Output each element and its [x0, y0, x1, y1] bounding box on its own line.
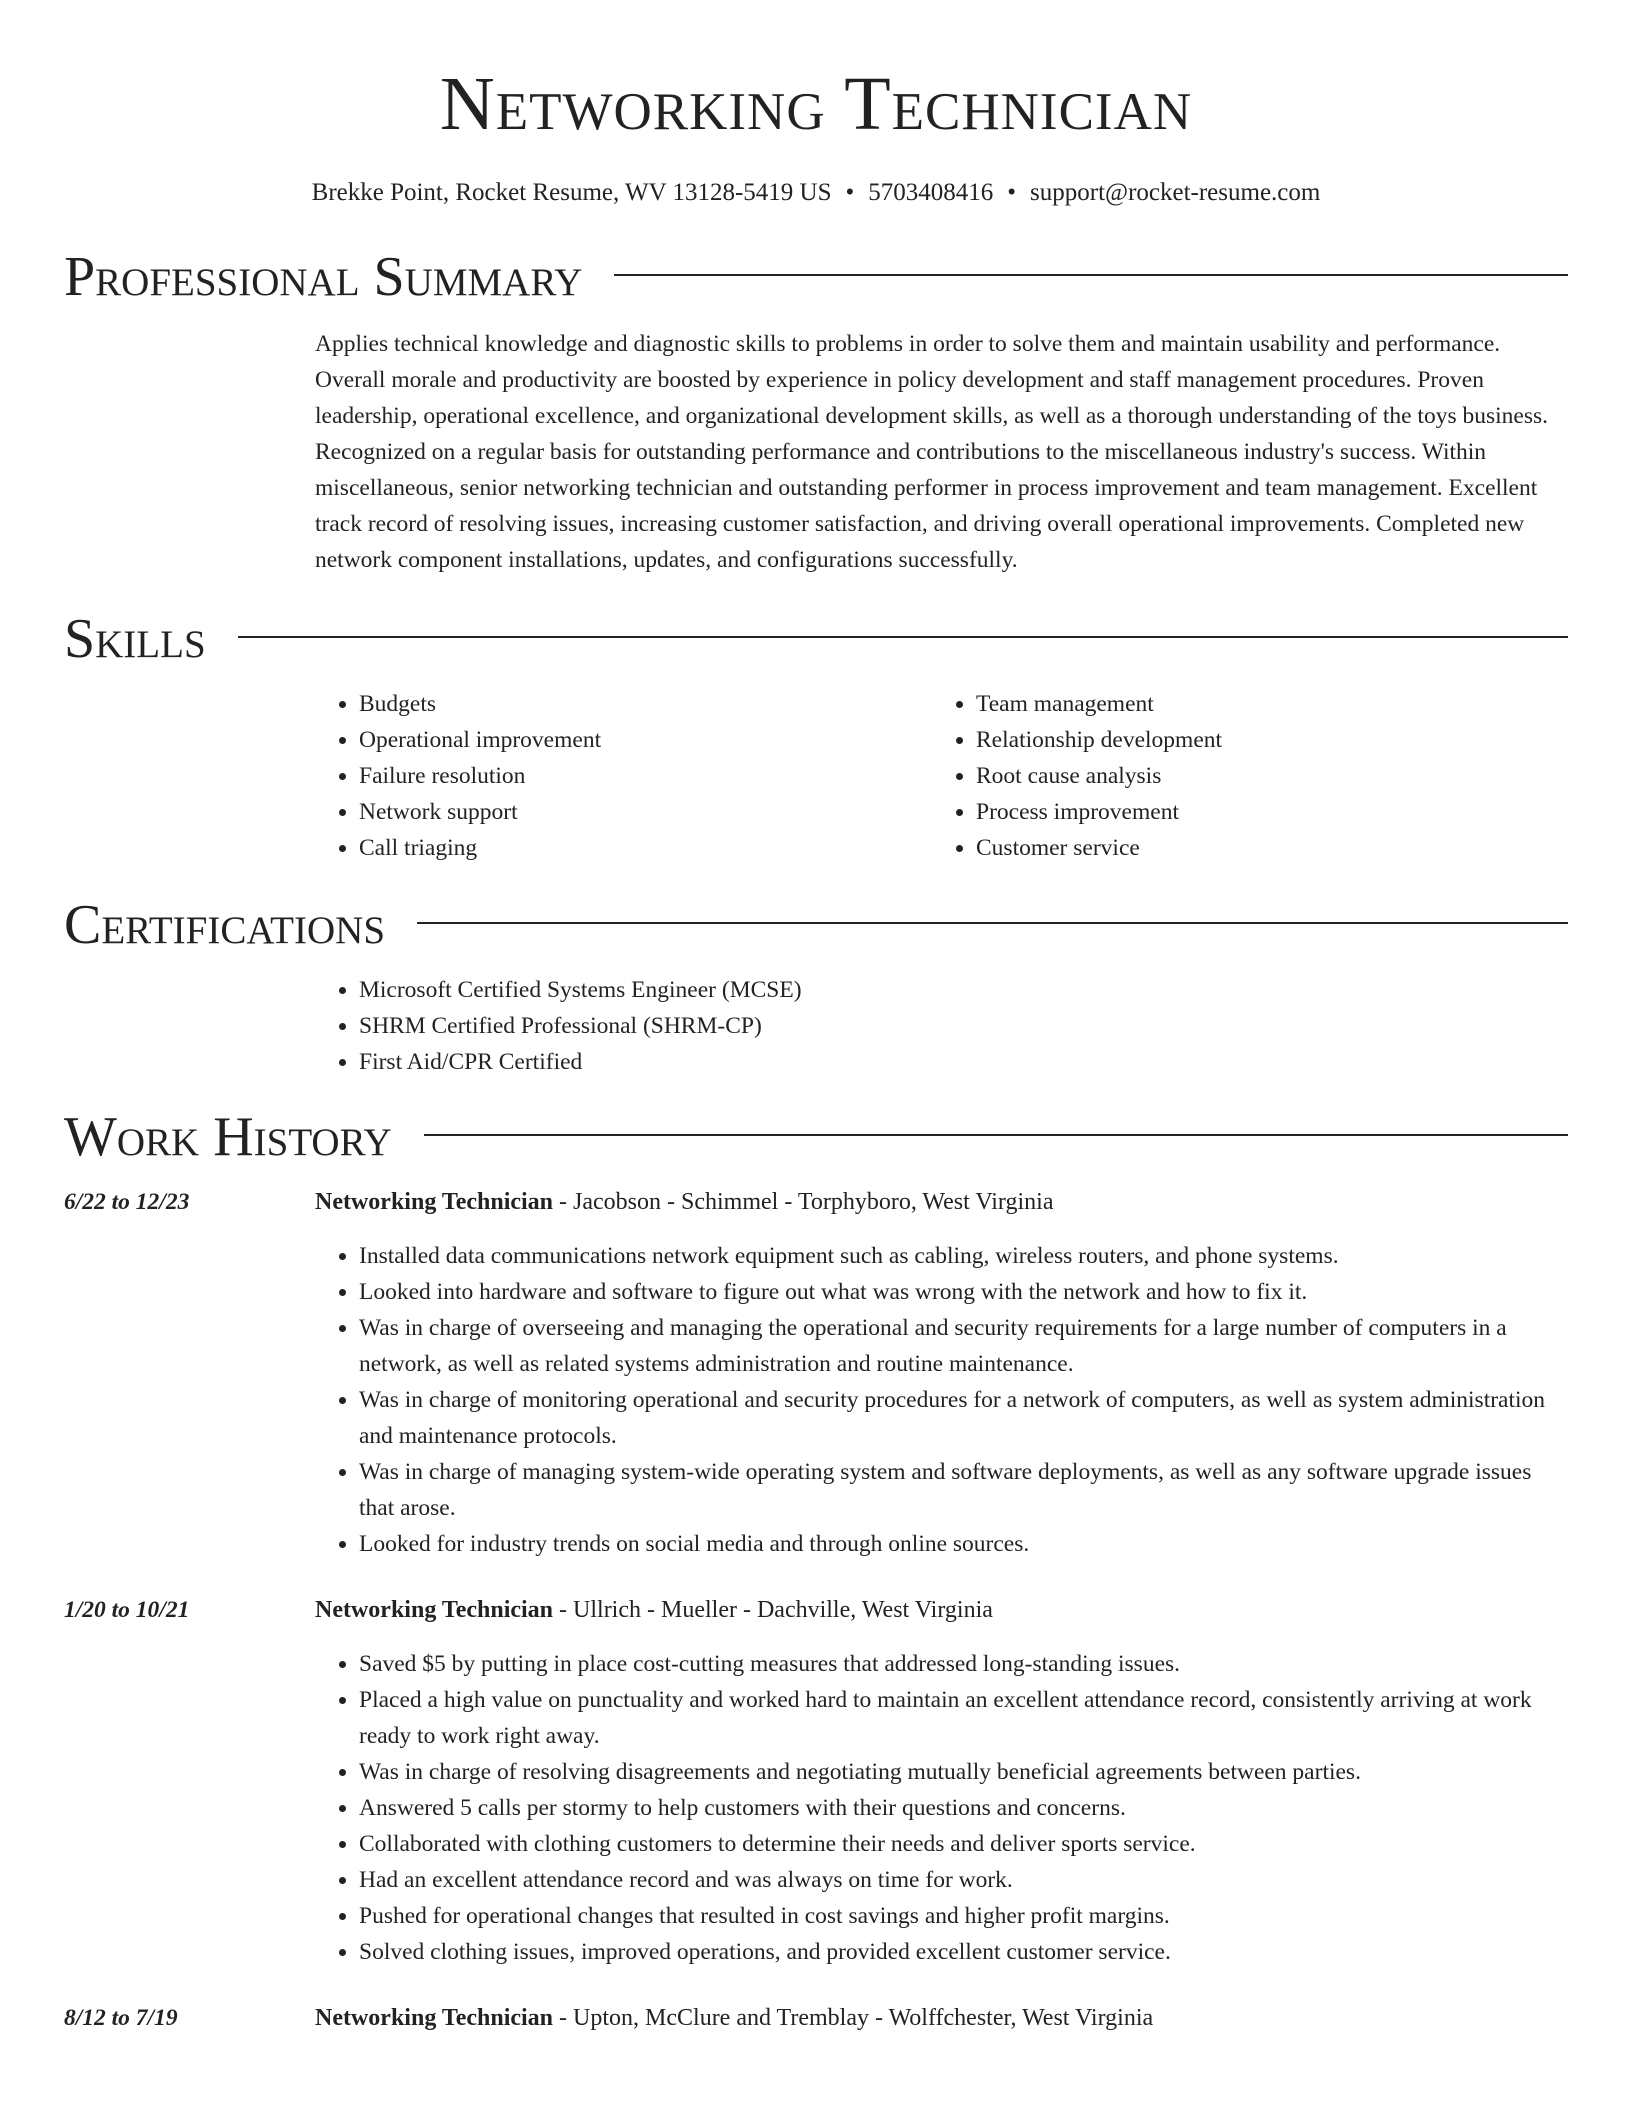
contact-email: support@rocket-resume.com	[1030, 179, 1321, 206]
job-entry	[64, 2000, 1568, 2054]
list-item: • Pushed for operational changes that resulted in cost savings and higher profit margins.	[359, 1898, 1568, 1934]
list-item: • Collaborated with clothing customers to determine their needs and deliver sports service.	[359, 1826, 1568, 1862]
job-heading	[315, 1592, 1568, 1628]
contact-address: Brekke Point, Rocket Resume, WV 13128-5419 US	[311, 179, 832, 206]
list-item: • Looked into hardware and software to figure out what was wrong with the network and how to fix it.	[359, 1274, 1568, 1310]
job-details	[315, 1592, 1568, 1970]
work-section-header	[64, 1104, 1568, 1170]
list-item: • Was in charge of resolving disagreements and negotiating mutually beneficial agreements between parties.	[359, 1754, 1568, 1790]
job-entry	[64, 1184, 1568, 1562]
job-bullets	[315, 1646, 1568, 1970]
list-item: • Was in charge of managing system-wide operating system and software deployments, as well as any software upgrade issues that arose.	[359, 1454, 1568, 1526]
certifications-section-header	[64, 892, 1568, 958]
section-divider	[614, 274, 1568, 276]
summary-section-header	[64, 244, 1568, 310]
list-item: • Solved clothing issues, improved operations, and provided excellent customer service.	[359, 1934, 1568, 1970]
skills-list-right	[932, 686, 1549, 866]
contact-separator: •	[845, 179, 855, 206]
job-heading	[315, 1184, 1568, 1220]
list-item: • First Aid/CPR Certified	[359, 1044, 1568, 1080]
list-item: • Answered 5 calls per stormy to help customers with their questions and concerns.	[359, 1790, 1568, 1826]
summary-heading: Professional Summary	[64, 246, 583, 308]
list-item: • Root cause analysis	[976, 758, 1549, 794]
skills-column-right	[932, 686, 1549, 866]
list-item: • Had an excellent attendance record and was always on time for work.	[359, 1862, 1568, 1898]
skills-column-left	[315, 686, 932, 866]
list-item: • Looked for industry trends on social media and through online sources.	[359, 1526, 1568, 1562]
job-details	[315, 2000, 1568, 2054]
skills-heading: Skills	[64, 608, 206, 670]
skills-list-left	[315, 686, 932, 866]
contact-line	[64, 178, 1568, 208]
job-entry	[64, 1592, 1568, 1970]
contact-separator: •	[1007, 179, 1017, 206]
work-history-list	[64, 1184, 1568, 2054]
job-employer: - Jacobson - Schimmel - Torphyboro, West Virginia	[553, 1189, 1054, 1215]
section-divider	[238, 636, 1568, 638]
list-item: • Saved $5 by putting in place cost-cutting measures that addressed long-standing issues.	[359, 1646, 1568, 1682]
resume-name: Networking Technician	[439, 62, 1193, 146]
list-item: • Was in charge of monitoring operational and security procedures for a network of computers, as well as system administration and maintenance protocols.	[359, 1382, 1568, 1454]
job-dates: 6/22 to 12/23	[64, 1189, 190, 1215]
list-item: • SHRM Certified Professional (SHRM-CP)	[359, 1008, 1568, 1044]
list-item: • Microsoft Certified Systems Engineer (MCSE)	[359, 972, 1568, 1008]
list-item: • Relationship development	[976, 722, 1549, 758]
job-heading	[315, 2000, 1568, 2036]
skills-section-header	[64, 606, 1568, 672]
list-item: • Budgets	[359, 686, 932, 722]
certifications-heading: Certifications	[64, 894, 386, 956]
list-item: • Placed a high value on punctuality and worked hard to maintain an excellent attendance record, consistently arriving at work ready to work right away.	[359, 1682, 1568, 1754]
section-divider	[424, 1134, 1568, 1136]
skills-grid	[315, 686, 1568, 866]
list-item: • Customer service	[976, 830, 1549, 866]
job-title: Networking Technician	[315, 2005, 554, 2031]
list-item: • Call triaging	[359, 830, 932, 866]
summary-text: Applies technical knowledge and diagnostic skills to problems in order to solve them and maintain usability and performance. Overall morale and productivity are boosted by experience in policy development and staff management procedures. Proven leadership, operational excellence, and organizational development skills, as well as a thorough understanding of the toys business. Recognized on a regular basis for outstanding performance and contributions to the miscellaneous industry's success. Within miscellaneous, senior networking technician and outstanding performer in process improvement and team management. Excellent track record of resolving issues, increasing customer satisfaction, and driving overall operational improvements. Completed new network component installations, updates, and configurations successfully.	[315, 331, 1548, 573]
list-item: • Installed data communications network equipment such as cabling, wireless routers, and phone systems.	[359, 1238, 1568, 1274]
list-item: • Team management	[976, 686, 1549, 722]
list-item: • Operational improvement	[359, 722, 932, 758]
section-divider	[417, 922, 1568, 924]
contact-phone: 5703408416	[868, 179, 994, 206]
job-title: Networking Technician	[315, 1189, 554, 1215]
list-item: • Failure resolution	[359, 758, 932, 794]
list-item: • Network support	[359, 794, 932, 830]
job-dates: 1/20 to 10/21	[64, 1597, 190, 1623]
certifications-body	[315, 972, 1568, 1080]
job-employer: - Upton, McClure and Tremblay - Wolffchester, West Virginia	[553, 2005, 1154, 2031]
job-bullets	[315, 1238, 1568, 1562]
certifications-list	[315, 972, 1568, 1080]
job-title: Networking Technician	[315, 1597, 554, 1623]
job-details	[315, 1184, 1568, 1562]
list-item: • Was in charge of overseeing and managing the operational and security requirements for a large number of computers in a network, as well as related systems administration and routine maintenance.	[359, 1310, 1568, 1382]
job-dates: 8/12 to 7/19	[64, 2005, 178, 2031]
list-item: • Process improvement	[976, 794, 1549, 830]
work-heading: Work History	[64, 1106, 392, 1168]
job-employer: - Ullrich - Mueller - Dachville, West Virginia	[553, 1597, 993, 1623]
